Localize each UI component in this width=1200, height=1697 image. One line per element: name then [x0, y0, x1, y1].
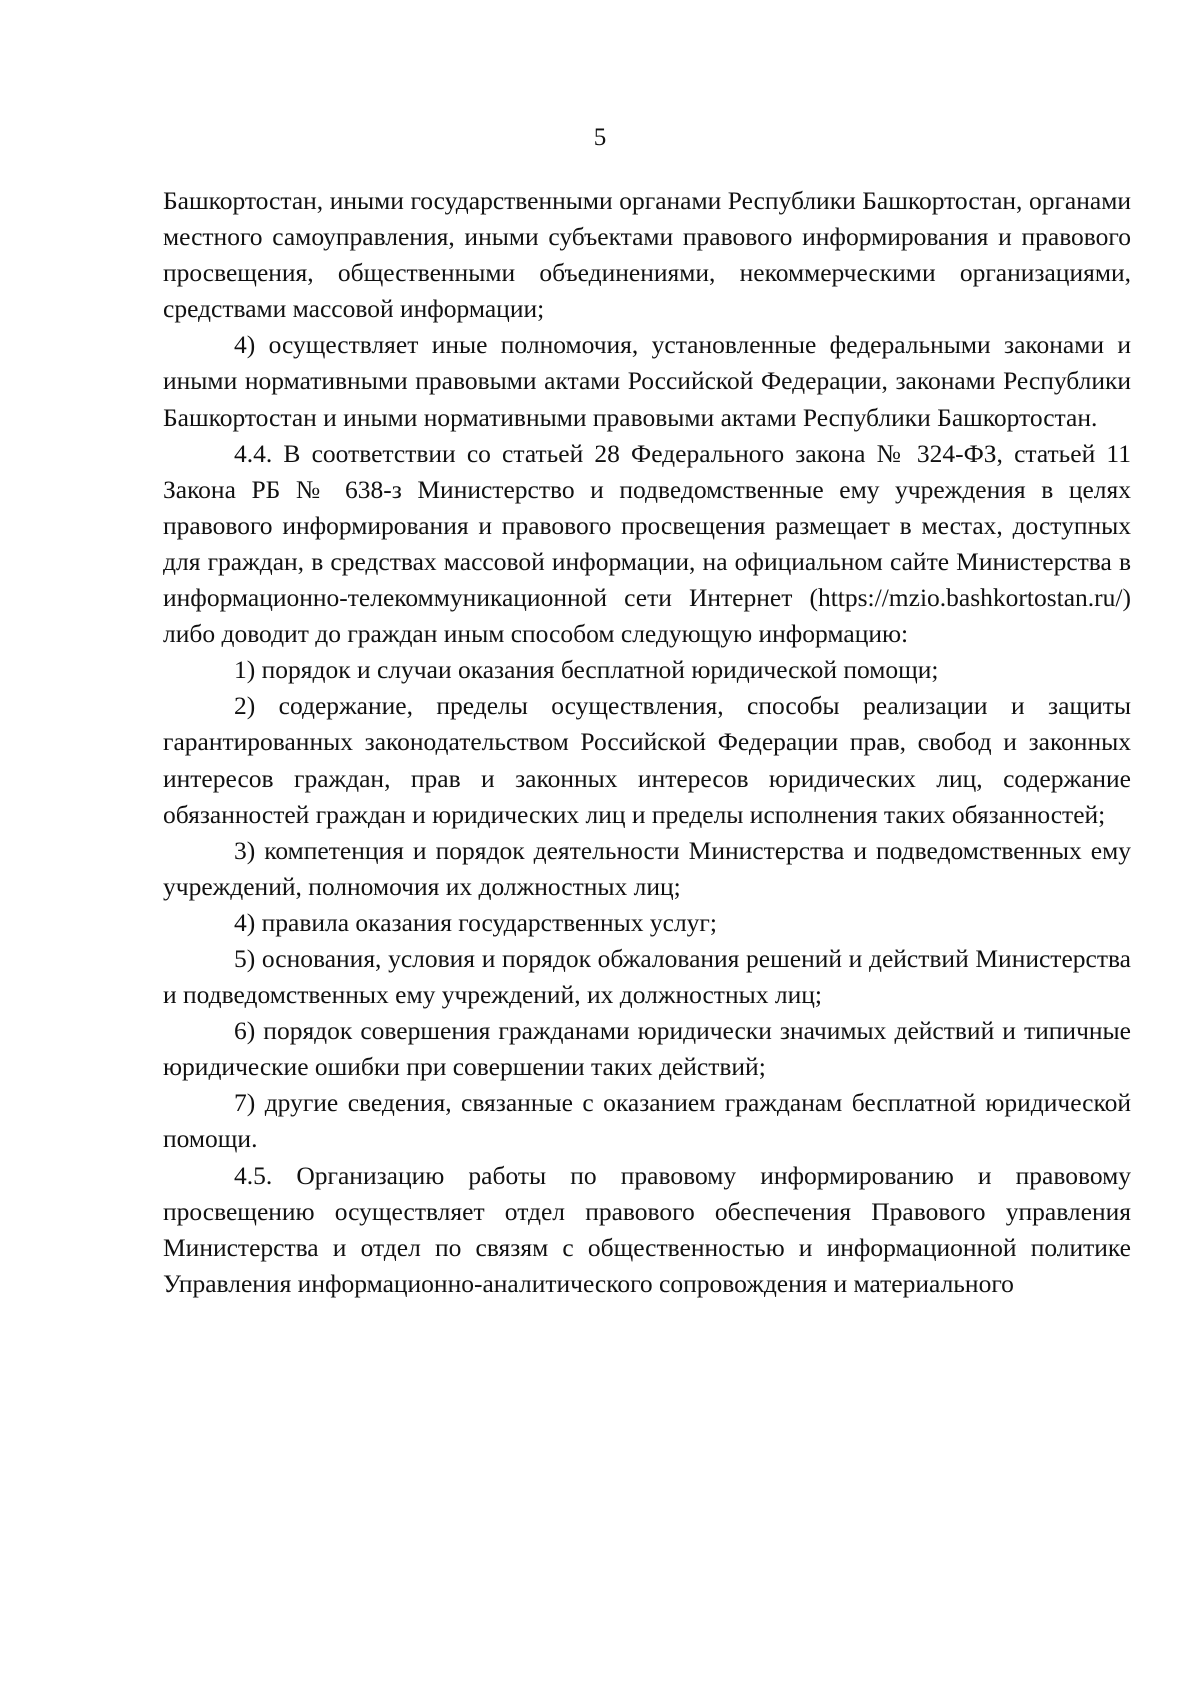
list-item-5: 5) основания, условия и порядок обжалования решений и действий Министерства и подведомственных ему учреждений, их должностных лиц; — [163, 943, 1131, 1010]
paragraph-item-4-other-powers: 4) осуществляет иные полномочия, установленные федеральными законами и иными нормативными правовыми актами Российской Федерации, законами Республики Башкортостан и иными нормативными правовыми актами Республики Башкортостан. — [163, 330, 1131, 432]
paragraph-section-4-4: 4.4. В соответствии со статьей 28 Федерального закона № 324-ФЗ, статьей 11 Закона РБ № 638-з Министерство и подведомственные ему учреждения в целях правового информирования и правового просвещения размещает в местах, доступных для граждан, в средствах массовой информации, на официальном сайте Министерства в информационно-телекоммуникационной сети Интернет (https://mzio.bashkortostan.ru/) либо доводит до граждан иным способом следующую информацию: — [163, 438, 1131, 649]
list-item-4: 4) правила оказания государственных услуг; — [234, 907, 717, 937]
list-item-1: 1) порядок и случаи оказания бесплатной юридической помощи; — [234, 655, 939, 685]
document-body — [163, 183, 1131, 1302]
page-number: 5 — [593, 124, 607, 151]
list-item-2: 2) содержание, пределы осуществления, способы реализации и защиты гарантированных законодательством Российской Федерации прав, свобод и законных интересов граждан, прав и законных интересов юридических лиц, содержание обязанностей граждан и юридических лиц и пределы исполнения таких обязанностей; — [163, 691, 1131, 829]
list-item-3: 3) компетенция и порядок деятельности Министерства и подведомственных ему учреждений, полномочия их должностных лиц; — [163, 835, 1131, 901]
list-item-7: 7) другие сведения, связанные с оказанием гражданам бесплатной юридической помощи. — [163, 1088, 1131, 1154]
paragraph-continuation: Башкортостан, иными государственными органами Республики Башкортостан, органами местного самоуправления, иными субъектами правового информирования и правового просвещения, общественными объединениями, некоммерческими организациями, средствами массовой информации; — [163, 186, 1131, 324]
paragraph-section-4-5: 4.5. Организацию работы по правовому информированию и правовому просвещению осуществляет отдел правового обеспечения Правового управления Министерства и отдел по связям с общественностью и информационной политике Управления информационно-аналитического сопровождения и материального — [163, 1160, 1131, 1298]
list-item-6: 6) порядок совершения гражданами юридически значимых действий и типичные юридические ошибки при совершении таких действий; — [163, 1016, 1131, 1082]
